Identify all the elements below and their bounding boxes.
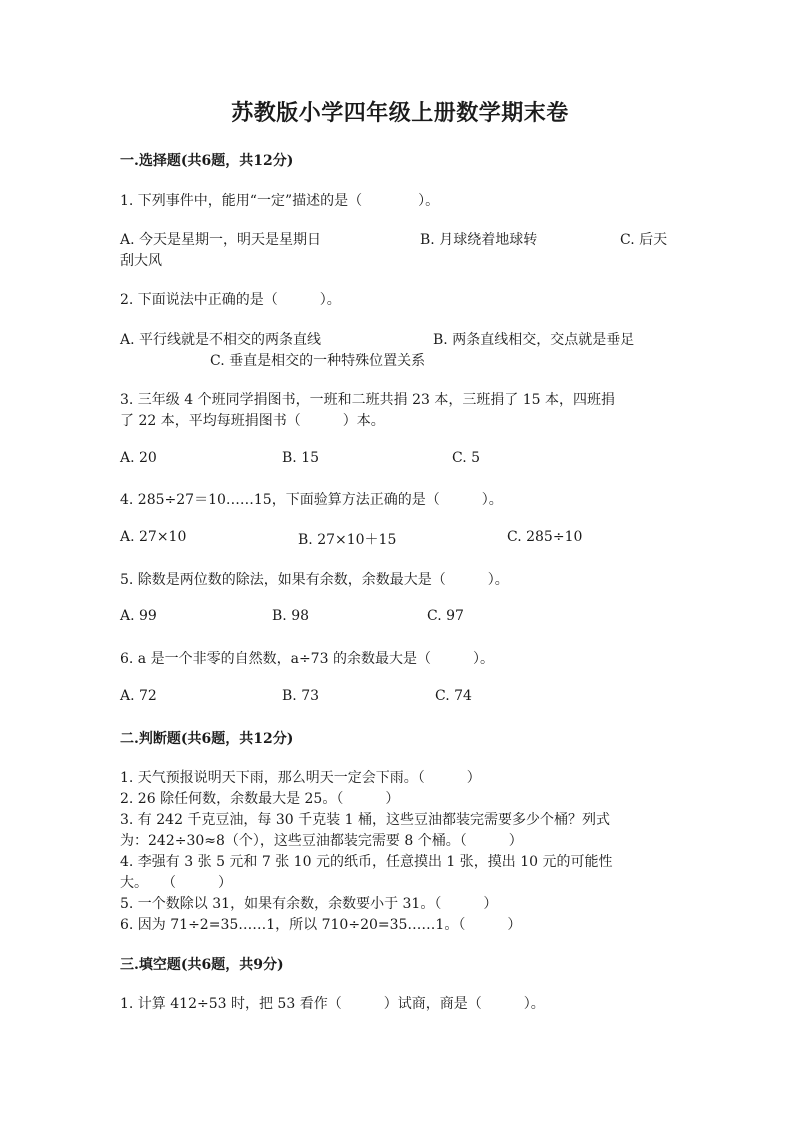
option-a: A. 平行线就是不相交的两条直线 [120,332,322,348]
option-b: B. 15 [282,450,320,466]
option-b: B. 27×10＋15 [298,532,397,548]
option-c: C. 97 [427,608,464,624]
option-c: C. 5 [452,450,481,466]
question-stem: 1. 计算 412÷53 时，把 53 看作（ ）试商，商是（ ）。 [120,996,545,1012]
judgement-line: 3. 有 242 千克豆油，每 30 千克装 1 桶，这些豆油都装完需要多少个桶？列式 [120,812,610,828]
judgement-line: 大。 （ ） [120,875,232,891]
option-c: C. 后天 [620,232,668,248]
option-b: B. 两条直线相交，交点就是垂足 [433,332,635,348]
question-stem-continued: 了 22 本，平均每班捐图书（ ）本。 [120,413,385,429]
judgement-line: 5. 一个数除以 31，如果有余数，余数要小于 31。（ ） [120,896,498,912]
judgement-line: 为：242÷30≈8（个），这些豆油都装完需要 8 个桶。（ ） [120,833,523,849]
option-b: B. 98 [272,608,310,624]
question-stem: 6. a 是一个非零的自然数，a÷73 的余数最大是（ ）。 [120,651,494,667]
section-heading-fill-in: 三.填空题(共6题，共9分) [120,957,284,973]
judgement-line: 2. 26 除任何数，余数最大是 25。（ ） [120,791,400,807]
option-a: A. 今天是星期一，明天是星期日 [120,232,322,248]
option-c: C. 垂直是相交的一种特殊位置关系 [210,353,426,369]
question-stem: 5. 除数是两位数的除法，如果有余数，余数最大是（ ）。 [120,572,509,588]
option-b: B. 73 [282,688,320,704]
question-stem: 4. 285÷27＝10……15，下面验算方法正确的是（ ）。 [120,492,503,508]
section-heading-judgement: 二.判断题(共6题，共12分) [120,731,294,747]
question-stem: 1. 下列事件中，能用“一定”描述的是（ ）。 [120,193,440,209]
option-a: A. 20 [120,450,157,466]
option-c-continued: 刮大风 [120,253,162,269]
option-c: C. 285÷10 [507,529,583,545]
question-stem: 3. 三年级 4 个班同学捐图书，一班和二班共捐 23 本，三班捐了 15 本，四班捐 [120,392,616,408]
option-c: C. 74 [435,688,472,704]
judgement-line: 6. 因为 71÷2=35……1，所以 710÷20=35……1。（ ） [120,917,522,933]
page-title: 苏教版小学四年级上册数学期末卷 [231,100,569,126]
option-a: A. 99 [120,608,157,624]
judgement-line: 1. 天气预报说明天下雨，那么明天一定会下雨。（ ） [120,770,481,786]
section-heading-choice: 一.选择题(共6题，共12分) [120,153,294,169]
question-stem: 2. 下面说法中正确的是（ ）。 [120,292,341,308]
option-a: A. 27×10 [120,529,187,545]
option-b: B. 月球绕着地球转 [420,232,538,248]
judgement-line: 4. 李强有 3 张 5 元和 7 张 10 元的纸币，任意摸出 1 张，摸出 10 元的可能性 [120,854,613,870]
option-a: A. 72 [120,688,157,704]
